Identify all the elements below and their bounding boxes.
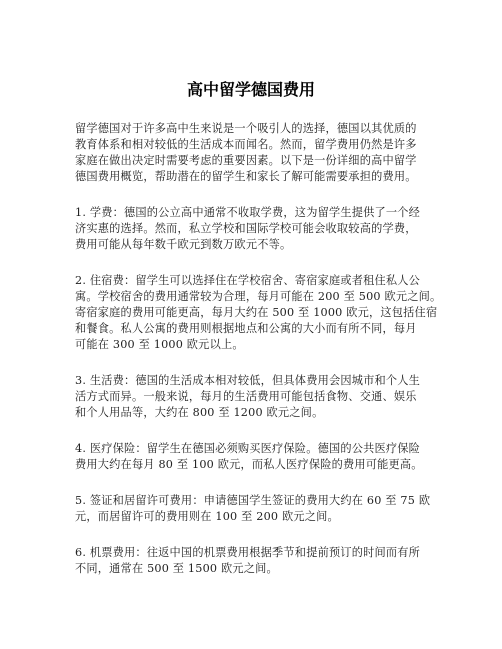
paragraph-intro-line: 教育体系和相对较低的生活成本而闻名。然而，留学费用仍然是许多: [75, 138, 417, 151]
paragraph-intro-line: 德国费用概览，帮助潜在的留学生和家长了解可能需要承担的费用。: [75, 170, 417, 183]
paragraph-housing-line: 可能在 300 至 1000 欧元以上。: [75, 338, 244, 351]
paragraph-living-cost-line: 3. 生活费：德国的生活成本相对较低，但具体费用会因城市和个人生: [75, 374, 421, 387]
paragraph-visa-line: 元，而居留许可的费用则在 100 至 200 欧元之间。: [75, 510, 339, 523]
paragraph-intro-line: 留学德国对于许多高中生来说是一个吸引人的选择，德国以其优质的: [75, 122, 417, 135]
paragraph-visa-line: 5. 签证和居留许可费用：申请德国学生签证的费用大约在 60 至 75 欧: [75, 494, 431, 507]
paragraph-housing-line: 寓。学校宿舍的费用通常较为合理，每月可能在 200 至 500 欧元之间。: [75, 290, 442, 303]
paragraph-housing-line: 2. 住宿费：留学生可以选择住在学校宿舍、寄宿家庭或者租住私人公: [75, 274, 421, 287]
paragraph-tuition-line: 1. 学费：德国的公立高中通常不收取学费，这为留学生提供了一个经: [75, 206, 421, 219]
paragraph-insurance-line: 4. 医疗保险：留学生在德国必须购买医疗保险。德国的公共医疗保险: [75, 442, 421, 455]
document-title: 高中留学德国费用: [186, 80, 315, 99]
paragraph-housing-line: 和餐食。私人公寓的费用则根据地点和公寓的大小而有所不同，每月: [75, 322, 417, 335]
paragraph-housing-line: 寄宿家庭的费用可能更高，每月大约在 500 至 1000 欧元，这包括住宿: [75, 306, 438, 319]
paragraph-intro-line: 家庭在做出决定时需要考虑的重要因素。以下是一份详细的高中留学: [75, 154, 417, 167]
paragraph-airfare-line: 不同，通常在 500 至 1500 欧元之间。: [75, 562, 278, 575]
paragraph-tuition-line: 费用可能从每年数千欧元到数万欧元不等。: [75, 238, 292, 251]
paragraph-living-cost-line: 活方式而异。一般来说，每月的生活费用可能包括食物、交通、娱乐: [75, 390, 417, 403]
paragraph-insurance-line: 费用大约在每月 80 至 100 欧元，而私人医疗保险的费用可能更高。: [75, 458, 423, 471]
paragraph-airfare-line: 6. 机票费用：往返中国的机票费用根据季节和提前预订的时间而有所: [75, 546, 421, 559]
paragraph-tuition-line: 济实惠的选择。然而，私立学校和国际学校可能会收取较高的学费，: [75, 222, 417, 235]
paragraph-living-cost-line: 和个人用品等，大约在 800 至 1200 欧元之间。: [75, 406, 324, 419]
